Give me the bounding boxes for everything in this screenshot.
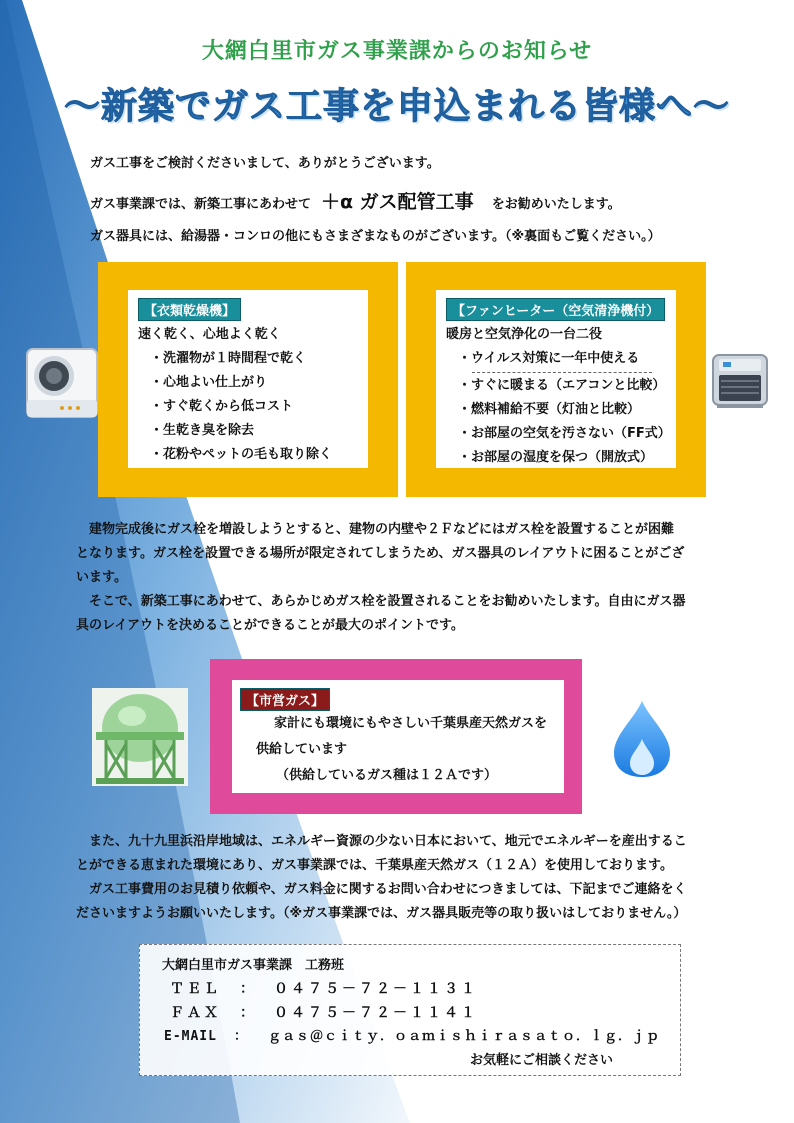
city-gas-line-3: （供給しているガス種は１２Ａです） [276,768,498,783]
separator: ： [240,1005,257,1021]
closing-message: お気軽にご相談ください [470,1053,614,1068]
city-gas-line-2: 供給しています [256,742,348,757]
text-line: ガス工事費用のお見積り依頼や、ガス料金に関するお問い合わせにつきましては、下記までご連絡をく [76,882,687,897]
email-address[interactable]: ｇａｓ＠ｃｉｔｙ．ｏａｍｉｓｈｉｒａｓａｔｏ．ｌｇ．ｊｐ [268,1029,661,1044]
intro-line-3: ガス器具には、給湯器・コンロの他にもさまざまなものがございます。（※裏面もご覧ください。） [90,229,661,244]
list-item: ・お部屋の湿度を保つ（開放式） [458,450,654,465]
flame-icon [612,699,672,779]
text-line: となります。ガス栓を設置できる場所が限定されてしまうため、ガス器具のレイアウトに困ることがござ [76,546,685,561]
contact-fax-row [162,1001,660,1025]
tel-number[interactable]: ０４７５－７２－１１３１ [274,981,478,997]
fax-label: ＦＡＸ [170,1005,221,1021]
intro-highlight: ＋α ガス配管工事 [321,191,474,213]
heater-feature-list [446,347,671,470]
list-item: ・洗濯物が１時間程で乾く [150,351,307,366]
heater-tag: 【ファンヒーター（空気清浄機付） [446,298,665,321]
dryer-card [128,290,368,468]
list-item: ・花粉やペットの毛も取り除く [150,447,333,462]
contact-tel-row [162,977,660,1001]
list-item: ・燃料補給不要（灯油と比較） [458,402,641,417]
contact-box [139,944,681,1076]
list-item: ・心地よい仕上がり [150,375,268,390]
dryer-icon [26,348,98,418]
text-line: とができる恵まれた環境にあり、ガス事業課では、千葉県産天然ガス（１２Ａ）を使用しております。 [76,858,673,873]
heater-card [436,290,676,468]
heater-icon [711,351,769,409]
text-line: 具のレイアウトを決めることができることが最大のポイントです。 [76,618,464,633]
divider [472,372,652,373]
text-line: います。 [76,570,127,585]
contact-email-row [162,1025,660,1049]
intro-line-2-prefix: ガス事業課では、新築工事にあわせて [90,197,312,212]
fax-number: ０４７５－７２－１１４１ [274,1005,478,1021]
text-line: また、九十九里浜沿岸地域は、エネルギー資源の少ない日本において、地元でエネルギーを産出するこ [76,834,687,849]
email-label: E-MAIL [164,1029,217,1044]
heater-subtitle: 暖房と空気浄化の一台二役 [446,327,603,342]
list-item: ・すぐに暖まる（エアコンと比較） [458,378,666,393]
text-line: 建物完成後にガス栓を増設しようとすると、建物の内壁や２Ｆなどにはガス栓を設置することが困難 [76,522,675,537]
intro-line-2 [90,187,621,214]
dryer-feature-list [138,347,358,467]
gas-tank-icon [92,688,188,786]
list-item: ・お部屋の空気を汚さない（FF式） [458,426,671,441]
paragraph-natural-gas [76,830,736,926]
text-line: ださいますようお願いいたします。（※ガス事業課では、ガス器具販売等の取り扱いはしておりません。） [76,906,687,921]
intro-line-2-suffix: をお勧めいたします。 [491,197,621,212]
dryer-subtitle: 速く乾く、心地よく乾く [138,327,281,342]
intro-line-1: ガス工事をご検討くださいまして、ありがとうございます。 [90,156,440,171]
contact-details [162,955,660,1049]
paragraph-gas-outlet [76,518,736,638]
city-gas-line-1: 家計にも環境にもやさしい千葉県産天然ガスを [274,716,548,731]
dryer-tag: 【衣類乾燥機】 [138,298,241,321]
list-item: ・すぐ乾くから低コスト [150,399,294,414]
contact-office: 大網白里市ガス事業課 工務班 [162,958,345,973]
list-item: ・生乾き臭を除去 [150,423,255,438]
city-gas-card [232,680,564,793]
list-item: ・ウイルス対策に一年中使える [458,351,640,366]
text-line: そこで、新築工事にあわせて、あらかじめガス栓を設置されることをお勧めいたします。自由にガス器 [76,594,686,609]
notice-subtitle: 大網白里市ガス事業課からのお知らせ [201,39,593,64]
city-gas-tag: 【市営ガス】 [240,688,330,711]
separator: ： [240,981,257,997]
tel-label: ＴＥＬ [170,981,221,997]
separator: ： [234,1029,249,1044]
page-title: ～新築でガス工事を申込まれる皆様へ～ [63,86,730,127]
